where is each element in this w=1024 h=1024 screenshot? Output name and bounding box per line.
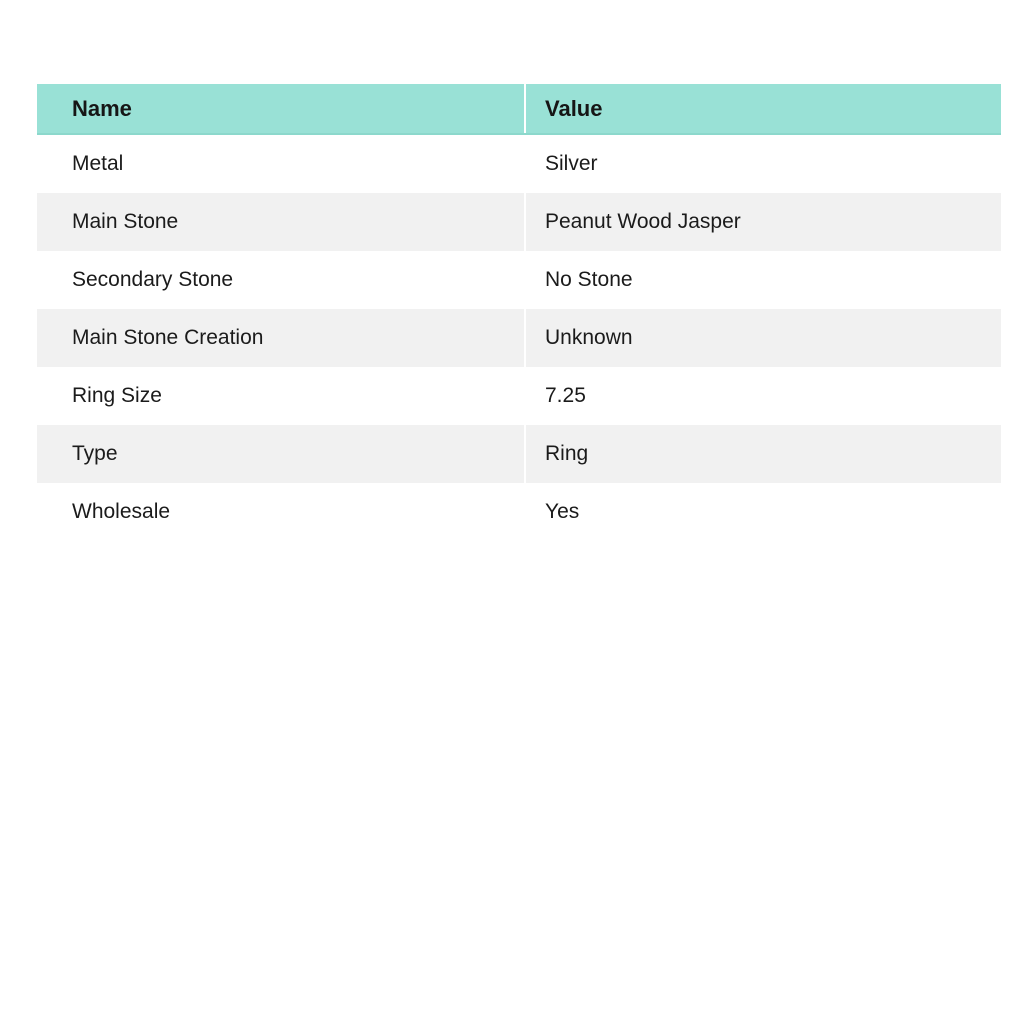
- column-header-name: Name: [37, 84, 525, 134]
- table-header-row: [37, 84, 1001, 134]
- spec-value-cell: Ring: [525, 425, 1001, 483]
- spec-value-cell: Peanut Wood Jasper: [525, 193, 1001, 251]
- spec-value-cell: Yes: [525, 483, 1001, 541]
- table-row: [37, 483, 1001, 541]
- spec-name-cell: Main Stone Creation: [37, 309, 525, 367]
- table-header: [37, 84, 1001, 134]
- table-row: [37, 309, 1001, 367]
- spec-name-cell: Ring Size: [37, 367, 525, 425]
- table-row: [37, 251, 1001, 309]
- table-row: [37, 193, 1001, 251]
- spec-value-cell: No Stone: [525, 251, 1001, 309]
- spec-name-cell: Metal: [37, 134, 525, 193]
- spec-name-cell: Main Stone: [37, 193, 525, 251]
- spec-value-cell: 7.25: [525, 367, 1001, 425]
- spec-value-cell: Unknown: [525, 309, 1001, 367]
- spec-name-cell: Type: [37, 425, 525, 483]
- table-row: [37, 425, 1001, 483]
- spec-name-cell: Secondary Stone: [37, 251, 525, 309]
- spec-name-cell: Wholesale: [37, 483, 525, 541]
- column-header-value: Value: [525, 84, 1001, 134]
- product-spec-table: [37, 84, 1001, 541]
- table-row: [37, 367, 1001, 425]
- table-row: [37, 134, 1001, 193]
- table-body: [37, 134, 1001, 541]
- spec-value-cell: Silver: [525, 134, 1001, 193]
